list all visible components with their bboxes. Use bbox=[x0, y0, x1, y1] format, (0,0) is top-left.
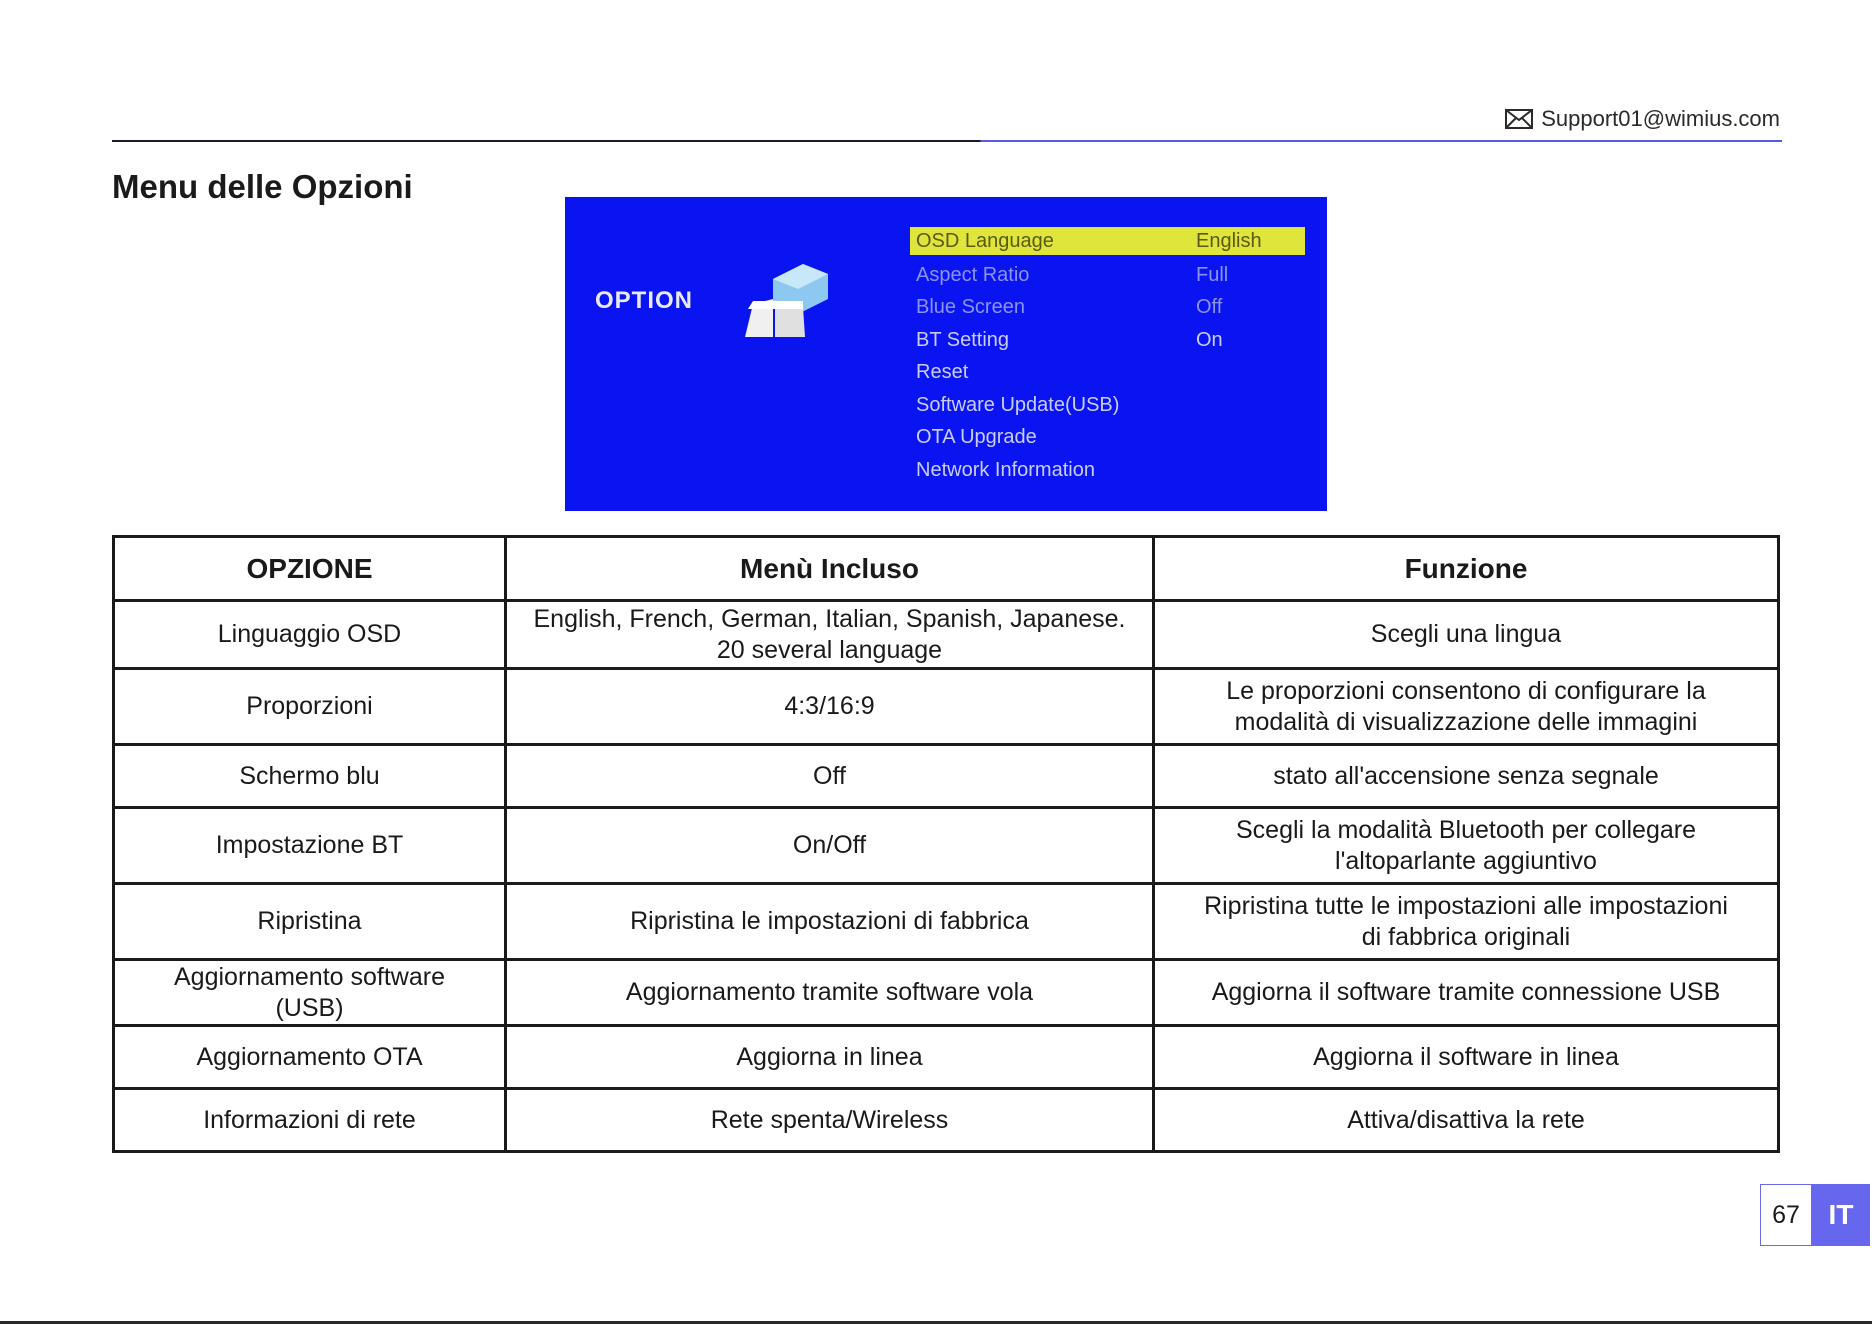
cell-menu-incluso: Aggiornamento tramite software vola bbox=[506, 960, 1154, 1026]
email-text: Support01@wimius.com bbox=[1541, 106, 1780, 131]
osd-menu-item[interactable] bbox=[910, 454, 1305, 487]
cell-opzione: Proporzioni bbox=[114, 669, 506, 745]
cell-menu-incluso: Rete spenta/Wireless bbox=[506, 1089, 1154, 1152]
header-email[interactable] bbox=[1505, 106, 1780, 132]
cell-opzione: Aggiornamento software (USB) bbox=[114, 960, 506, 1026]
table-row bbox=[114, 808, 1779, 884]
option-cube-icon bbox=[743, 259, 833, 344]
osd-menu-item[interactable] bbox=[910, 227, 1305, 255]
table-row bbox=[114, 1026, 1779, 1089]
osd-menu-item-value: On bbox=[1196, 328, 1223, 351]
cell-funzione: Scegli la modalità Bluetooth per collegare l'altoparlante aggiuntivo bbox=[1154, 808, 1779, 884]
osd-menu-item-label: BT Setting bbox=[916, 328, 1010, 351]
osd-menu-item-label: Software Update(USB) bbox=[916, 393, 1120, 416]
cell-menu-incluso: Aggiorna in linea bbox=[506, 1026, 1154, 1089]
cell-opzione: Impostazione BT bbox=[114, 808, 506, 884]
options-table bbox=[112, 535, 1780, 1153]
cell-opzione: Ripristina bbox=[114, 884, 506, 960]
osd-menu-item-label: OSD Language bbox=[916, 229, 1054, 252]
osd-menu-item-label: Reset bbox=[916, 361, 969, 384]
table-row bbox=[114, 884, 1779, 960]
osd-menu-item[interactable] bbox=[910, 292, 1305, 325]
page-title: Menu delle Opzioni bbox=[112, 168, 413, 205]
cell-opzione: Aggiornamento OTA bbox=[114, 1026, 506, 1089]
cell-funzione: Le proporzioni consentono di configurare la modalità di visualizzazione delle immagini bbox=[1154, 669, 1779, 745]
osd-menu-item[interactable] bbox=[910, 259, 1305, 292]
osd-menu bbox=[910, 227, 1305, 487]
page-badge bbox=[1760, 1184, 1870, 1246]
cell-menu-incluso: On/Off bbox=[506, 808, 1154, 884]
cell-menu-incluso: English, French, German, Italian, Spanish, Japanese. 20 several language bbox=[506, 601, 1154, 669]
cell-opzione: Linguaggio OSD bbox=[114, 601, 506, 669]
table-row bbox=[114, 1089, 1779, 1152]
osd-menu-item-label: Network Information bbox=[916, 458, 1095, 481]
osd-menu-item[interactable] bbox=[910, 389, 1305, 422]
cell-menu-incluso: Off bbox=[506, 745, 1154, 808]
osd-title: OPTION bbox=[595, 287, 694, 314]
osd-menu-item-value: English bbox=[1196, 229, 1262, 252]
cell-funzione: stato all'accensione senza segnale bbox=[1154, 745, 1779, 808]
table-row bbox=[114, 960, 1779, 1026]
cell-opzione: Schermo blu bbox=[114, 745, 506, 808]
mail-icon bbox=[1505, 109, 1533, 129]
header-opzione: OPZIONE bbox=[114, 537, 506, 601]
osd-menu-item-label: OTA Upgrade bbox=[916, 426, 1037, 449]
cell-funzione: Aggiorna il software in linea bbox=[1154, 1026, 1779, 1089]
osd-menu-item-label: Aspect Ratio bbox=[916, 263, 1030, 286]
table-header-row bbox=[114, 537, 1779, 601]
cell-funzione: Scegli una lingua bbox=[1154, 601, 1779, 669]
header-menu-incluso: Menù Incluso bbox=[506, 537, 1154, 601]
osd-menu-item-value: Full bbox=[1196, 263, 1229, 286]
cell-funzione: Attiva/disattiva la rete bbox=[1154, 1089, 1779, 1152]
osd-menu-item-value: Off bbox=[1196, 296, 1223, 319]
osd-menu-item[interactable] bbox=[910, 324, 1305, 357]
osd-menu-item-label: Blue Screen bbox=[916, 296, 1025, 319]
header-rule bbox=[112, 140, 1782, 142]
cell-menu-incluso: Ripristina le impostazioni di fabbrica bbox=[506, 884, 1154, 960]
table-row bbox=[114, 669, 1779, 745]
table-row bbox=[114, 745, 1779, 808]
cell-funzione: Aggiorna il software tramite connessione USB bbox=[1154, 960, 1779, 1026]
cell-funzione: Ripristina tutte le impostazioni alle impostazioni di fabbrica originali bbox=[1154, 884, 1779, 960]
osd-menu-item[interactable] bbox=[910, 357, 1305, 390]
cell-opzione: Informazioni di rete bbox=[114, 1089, 506, 1152]
table-row bbox=[114, 601, 1779, 669]
page-number: 67 bbox=[1760, 1184, 1812, 1246]
header-funzione: Funzione bbox=[1154, 537, 1779, 601]
osd-screenshot bbox=[565, 197, 1327, 511]
language-tag: IT bbox=[1812, 1184, 1870, 1246]
cell-menu-incluso: 4:3/16:9 bbox=[506, 669, 1154, 745]
osd-menu-item[interactable] bbox=[910, 422, 1305, 455]
